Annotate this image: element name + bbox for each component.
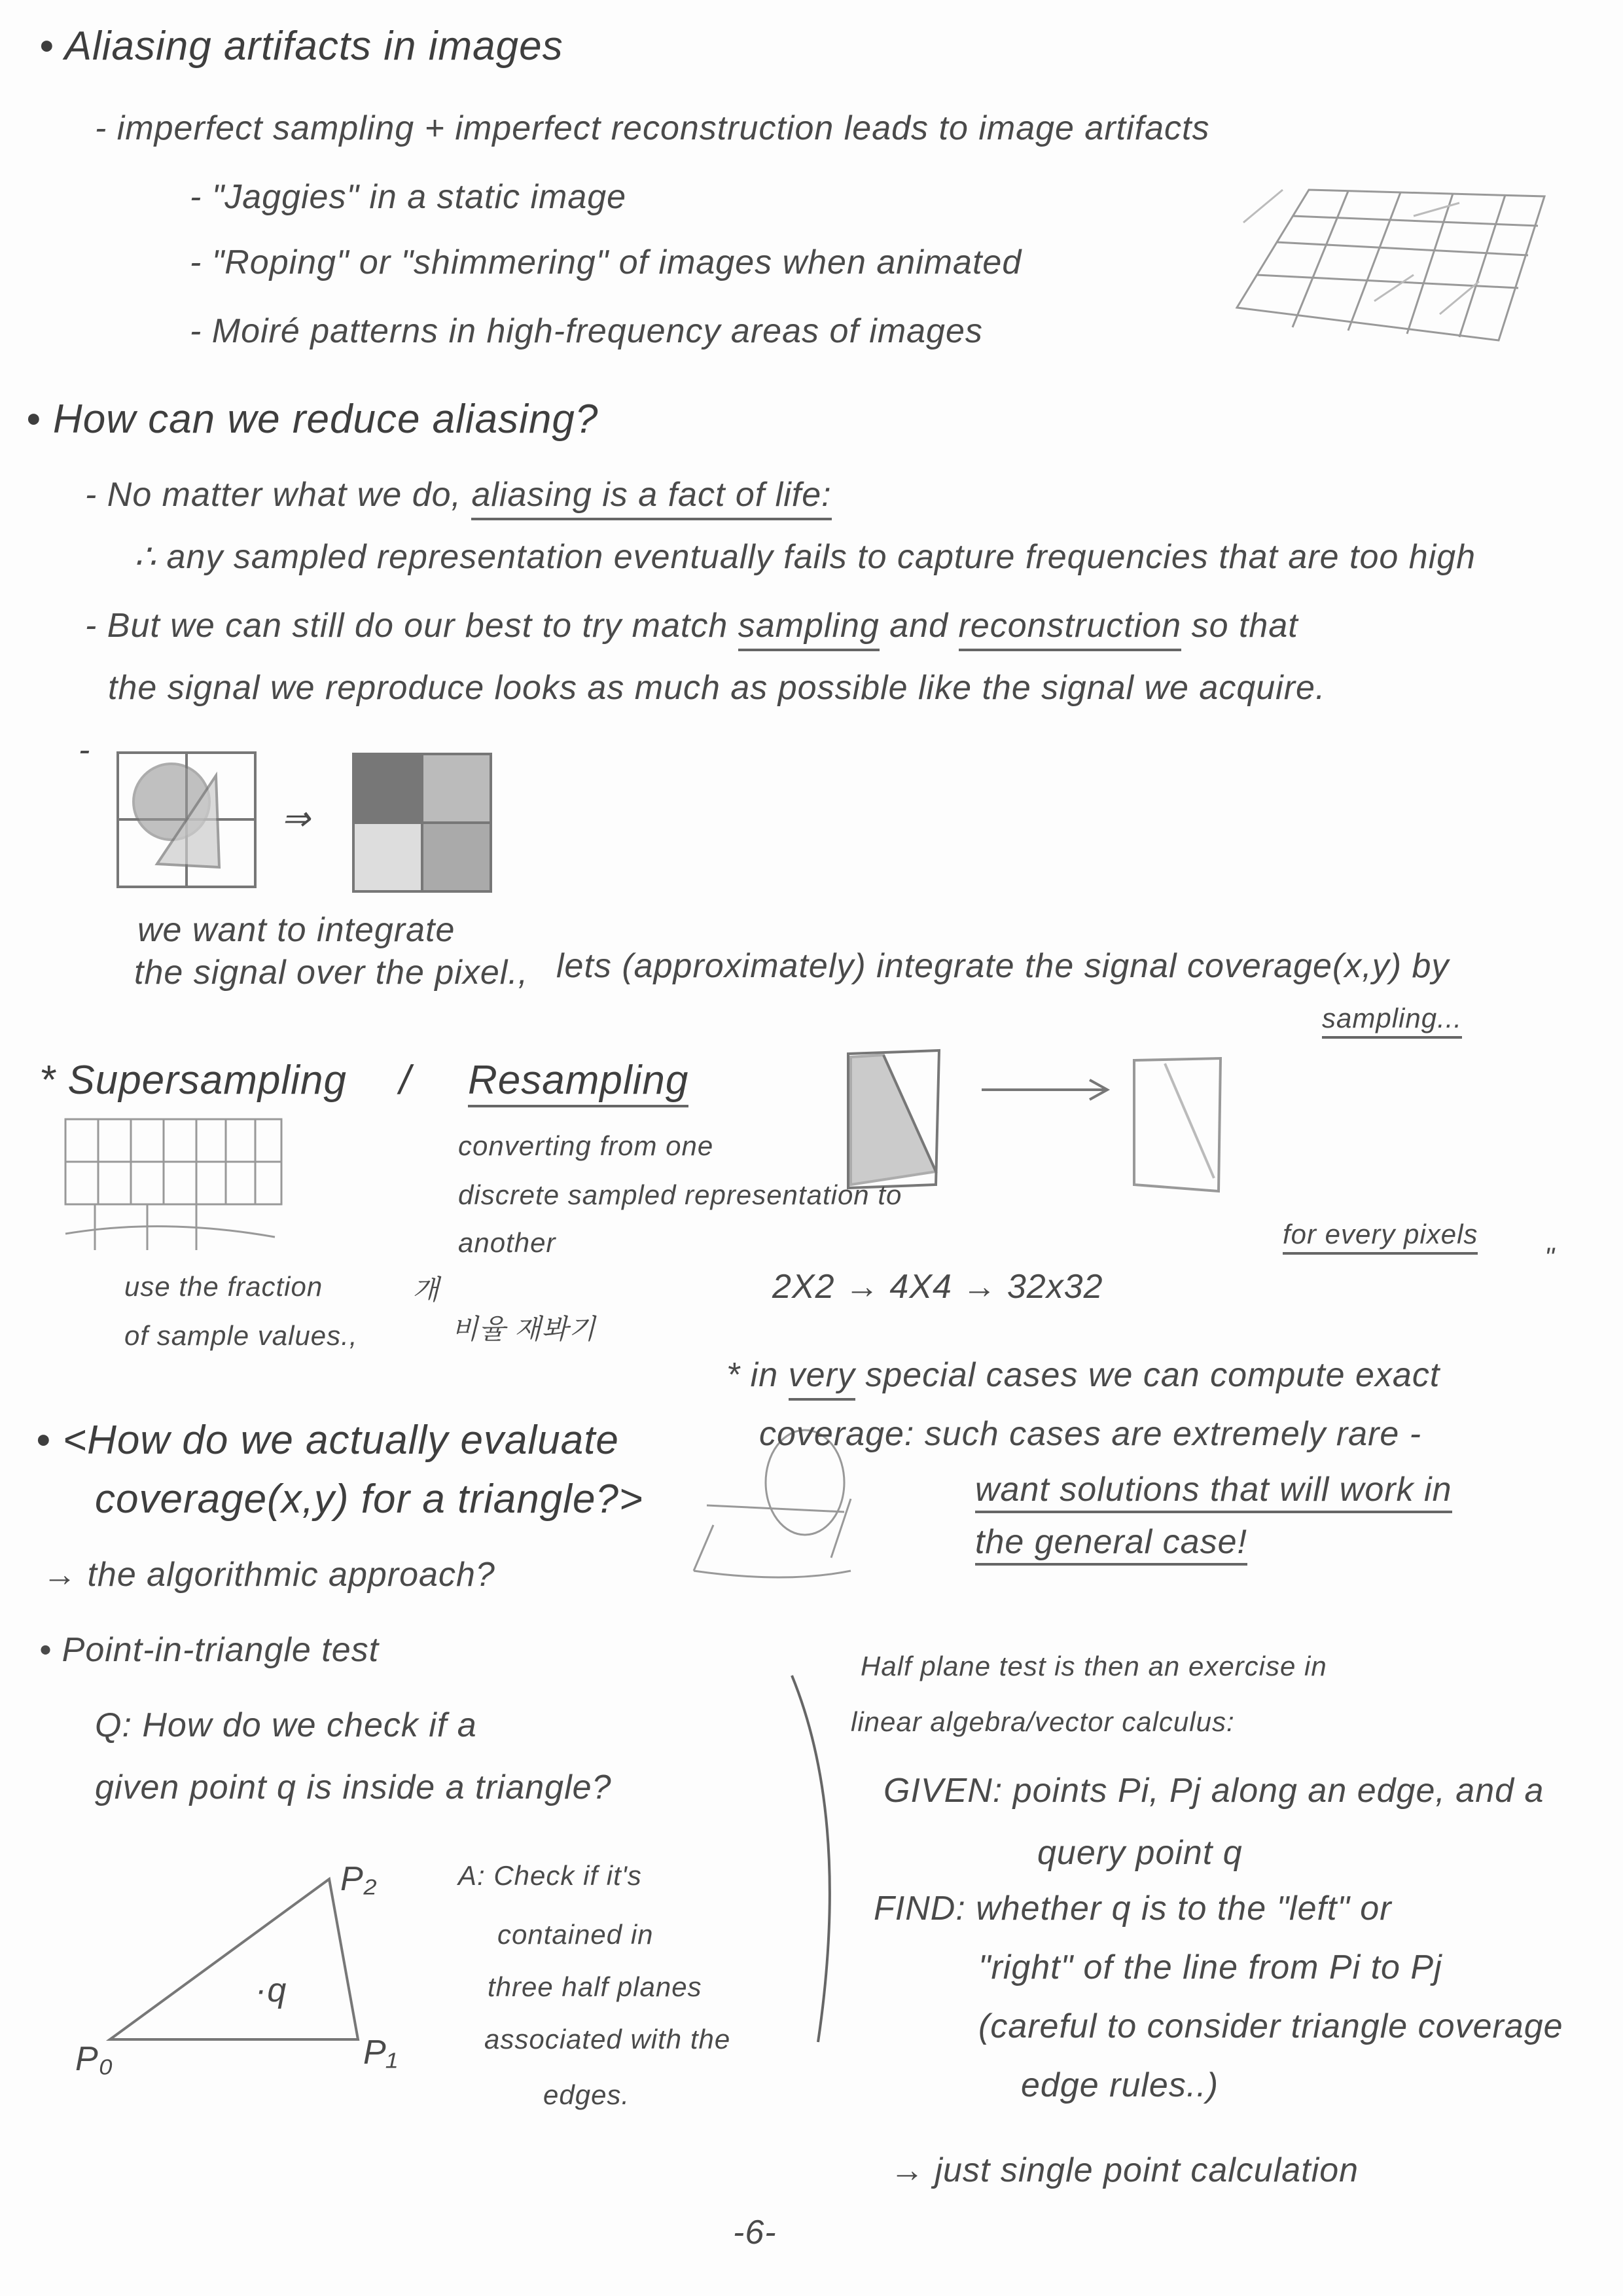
text: so that — [1191, 607, 1298, 645]
find-line: edge rules..) — [1021, 2066, 1219, 2104]
answer-line: contained in — [497, 1919, 654, 1950]
find-line: (careful to consider triangle coverage — [978, 2007, 1563, 2045]
find-line: "right" of the line from Pi to Pj — [978, 1948, 1442, 1986]
label-p0: P₀ — [75, 2040, 114, 2078]
text-line: Q: How do we check if a — [95, 1706, 477, 1744]
list-item: - "Jaggies" in a static image — [190, 178, 627, 216]
heading-aliasing: • Aliasing artifacts in images — [39, 24, 563, 69]
underlined-text: for every pixels — [1283, 1221, 1478, 1255]
aliasing-grid-sketch — [1237, 190, 1544, 340]
text-line: use the fraction — [124, 1271, 323, 1302]
conclusion-line: → just single point calculation — [890, 2151, 1359, 2189]
text: " — [1544, 1242, 1555, 1272]
pixel-grid-diagram-left — [118, 753, 255, 887]
arrow-icon: ⇒ — [281, 800, 311, 838]
underlined-text: aliasing is a fact of life: — [471, 476, 831, 520]
underlined-text: want solutions that will work in — [975, 1473, 1452, 1513]
pixel-grid-diagram-right — [353, 754, 491, 891]
text-line: we want to integrate — [137, 911, 455, 949]
text-line: the signal we reproduce looks as much as possible like the signal we acquire. — [108, 669, 1326, 707]
dash: - — [79, 731, 91, 769]
text-line — [726, 1358, 1440, 1392]
answer-line: three half planes — [488, 1971, 702, 2002]
text-line: the signal over the pixel., — [134, 954, 529, 992]
answer-line: A: Check if it's — [458, 1860, 642, 1891]
underlined-text: sampling... — [1322, 1005, 1462, 1039]
supersampling-grid-sketch — [65, 1119, 281, 1250]
korean-note: 개 — [412, 1274, 440, 1305]
list-item: - Moiré patterns in high-frequency areas of images — [190, 312, 983, 350]
text-line: of sample values., — [124, 1320, 358, 1351]
find-line: FIND: whether q is to the "left" or — [874, 1890, 1392, 1928]
given-line: query point q — [1037, 1834, 1243, 1872]
page-number: -6- — [733, 2214, 777, 2251]
text-line: → the algorithmic approach? — [43, 1556, 495, 1594]
text-line — [85, 478, 832, 512]
heading-reduce-aliasing: • How can we reduce aliasing? — [26, 397, 599, 442]
heading-evaluate: • <How do we actually evaluate — [36, 1418, 619, 1463]
text-line: lets (approximately) integrate the signal coverage(x,y) by — [556, 947, 1450, 985]
text-line: ∴ any sampled representation eventually fails to capture frequencies that are too high — [134, 538, 1476, 576]
heading-resampling: Resampling — [468, 1060, 688, 1107]
text: and — [889, 607, 949, 645]
label-p1: P₁ — [363, 2034, 399, 2072]
korean-note: 비율 재봐기 — [452, 1314, 596, 1344]
text: special cases we can compute exact — [865, 1356, 1440, 1394]
coverage-pixel-sketch — [848, 1050, 1221, 1191]
text: - No matter what we do, — [85, 476, 461, 514]
text-line: coverage(x,y) for a triangle?> — [95, 1477, 644, 1522]
triangle-diagram — [110, 1879, 358, 2039]
text-line: coverage: such cases are extremely rare - — [759, 1415, 1422, 1453]
given-line: GIVEN: points Pi, Pj along an edge, and a — [883, 1772, 1544, 1810]
text: * in — [726, 1356, 779, 1394]
heading-point-in-triangle: • Point-in-triangle test — [39, 1631, 380, 1669]
heading-supersampling: * Supersampling — [39, 1058, 347, 1103]
text-line: converting from one — [458, 1130, 714, 1161]
slash: / — [399, 1058, 412, 1103]
text-line: - imperfect sampling + imperfect reconstruction leads to image artifacts — [95, 109, 1210, 147]
underlined-text: the general case! — [975, 1525, 1247, 1566]
label-p2: P₂ — [340, 1860, 378, 1898]
label-q: ·q — [255, 1971, 287, 2009]
text-line: another — [458, 1227, 556, 1258]
underlined-text: sampling — [738, 607, 880, 651]
text-line: linear algebra/vector calculus: — [851, 1706, 1235, 1737]
text-line: discrete sampled representation to — [458, 1179, 902, 1210]
answer-line: associated with the — [484, 2024, 731, 2054]
text-line: 2X2 → 4X4 → 32x32 — [772, 1268, 1103, 1306]
brace — [792, 1676, 830, 2042]
list-item: - "Roping" or "shimmering" of images when animated — [190, 243, 1022, 281]
text-line: Half plane test is then an exercise in — [861, 1651, 1327, 1681]
text-line: given point q is inside a triangle? — [95, 1768, 612, 1806]
underlined-text: reconstruction — [959, 607, 1182, 651]
underlined-text: very — [789, 1356, 855, 1401]
text-line — [85, 609, 1298, 643]
answer-line: edges. — [543, 2079, 630, 2110]
text: - But we can still do our best to try match — [85, 607, 728, 645]
